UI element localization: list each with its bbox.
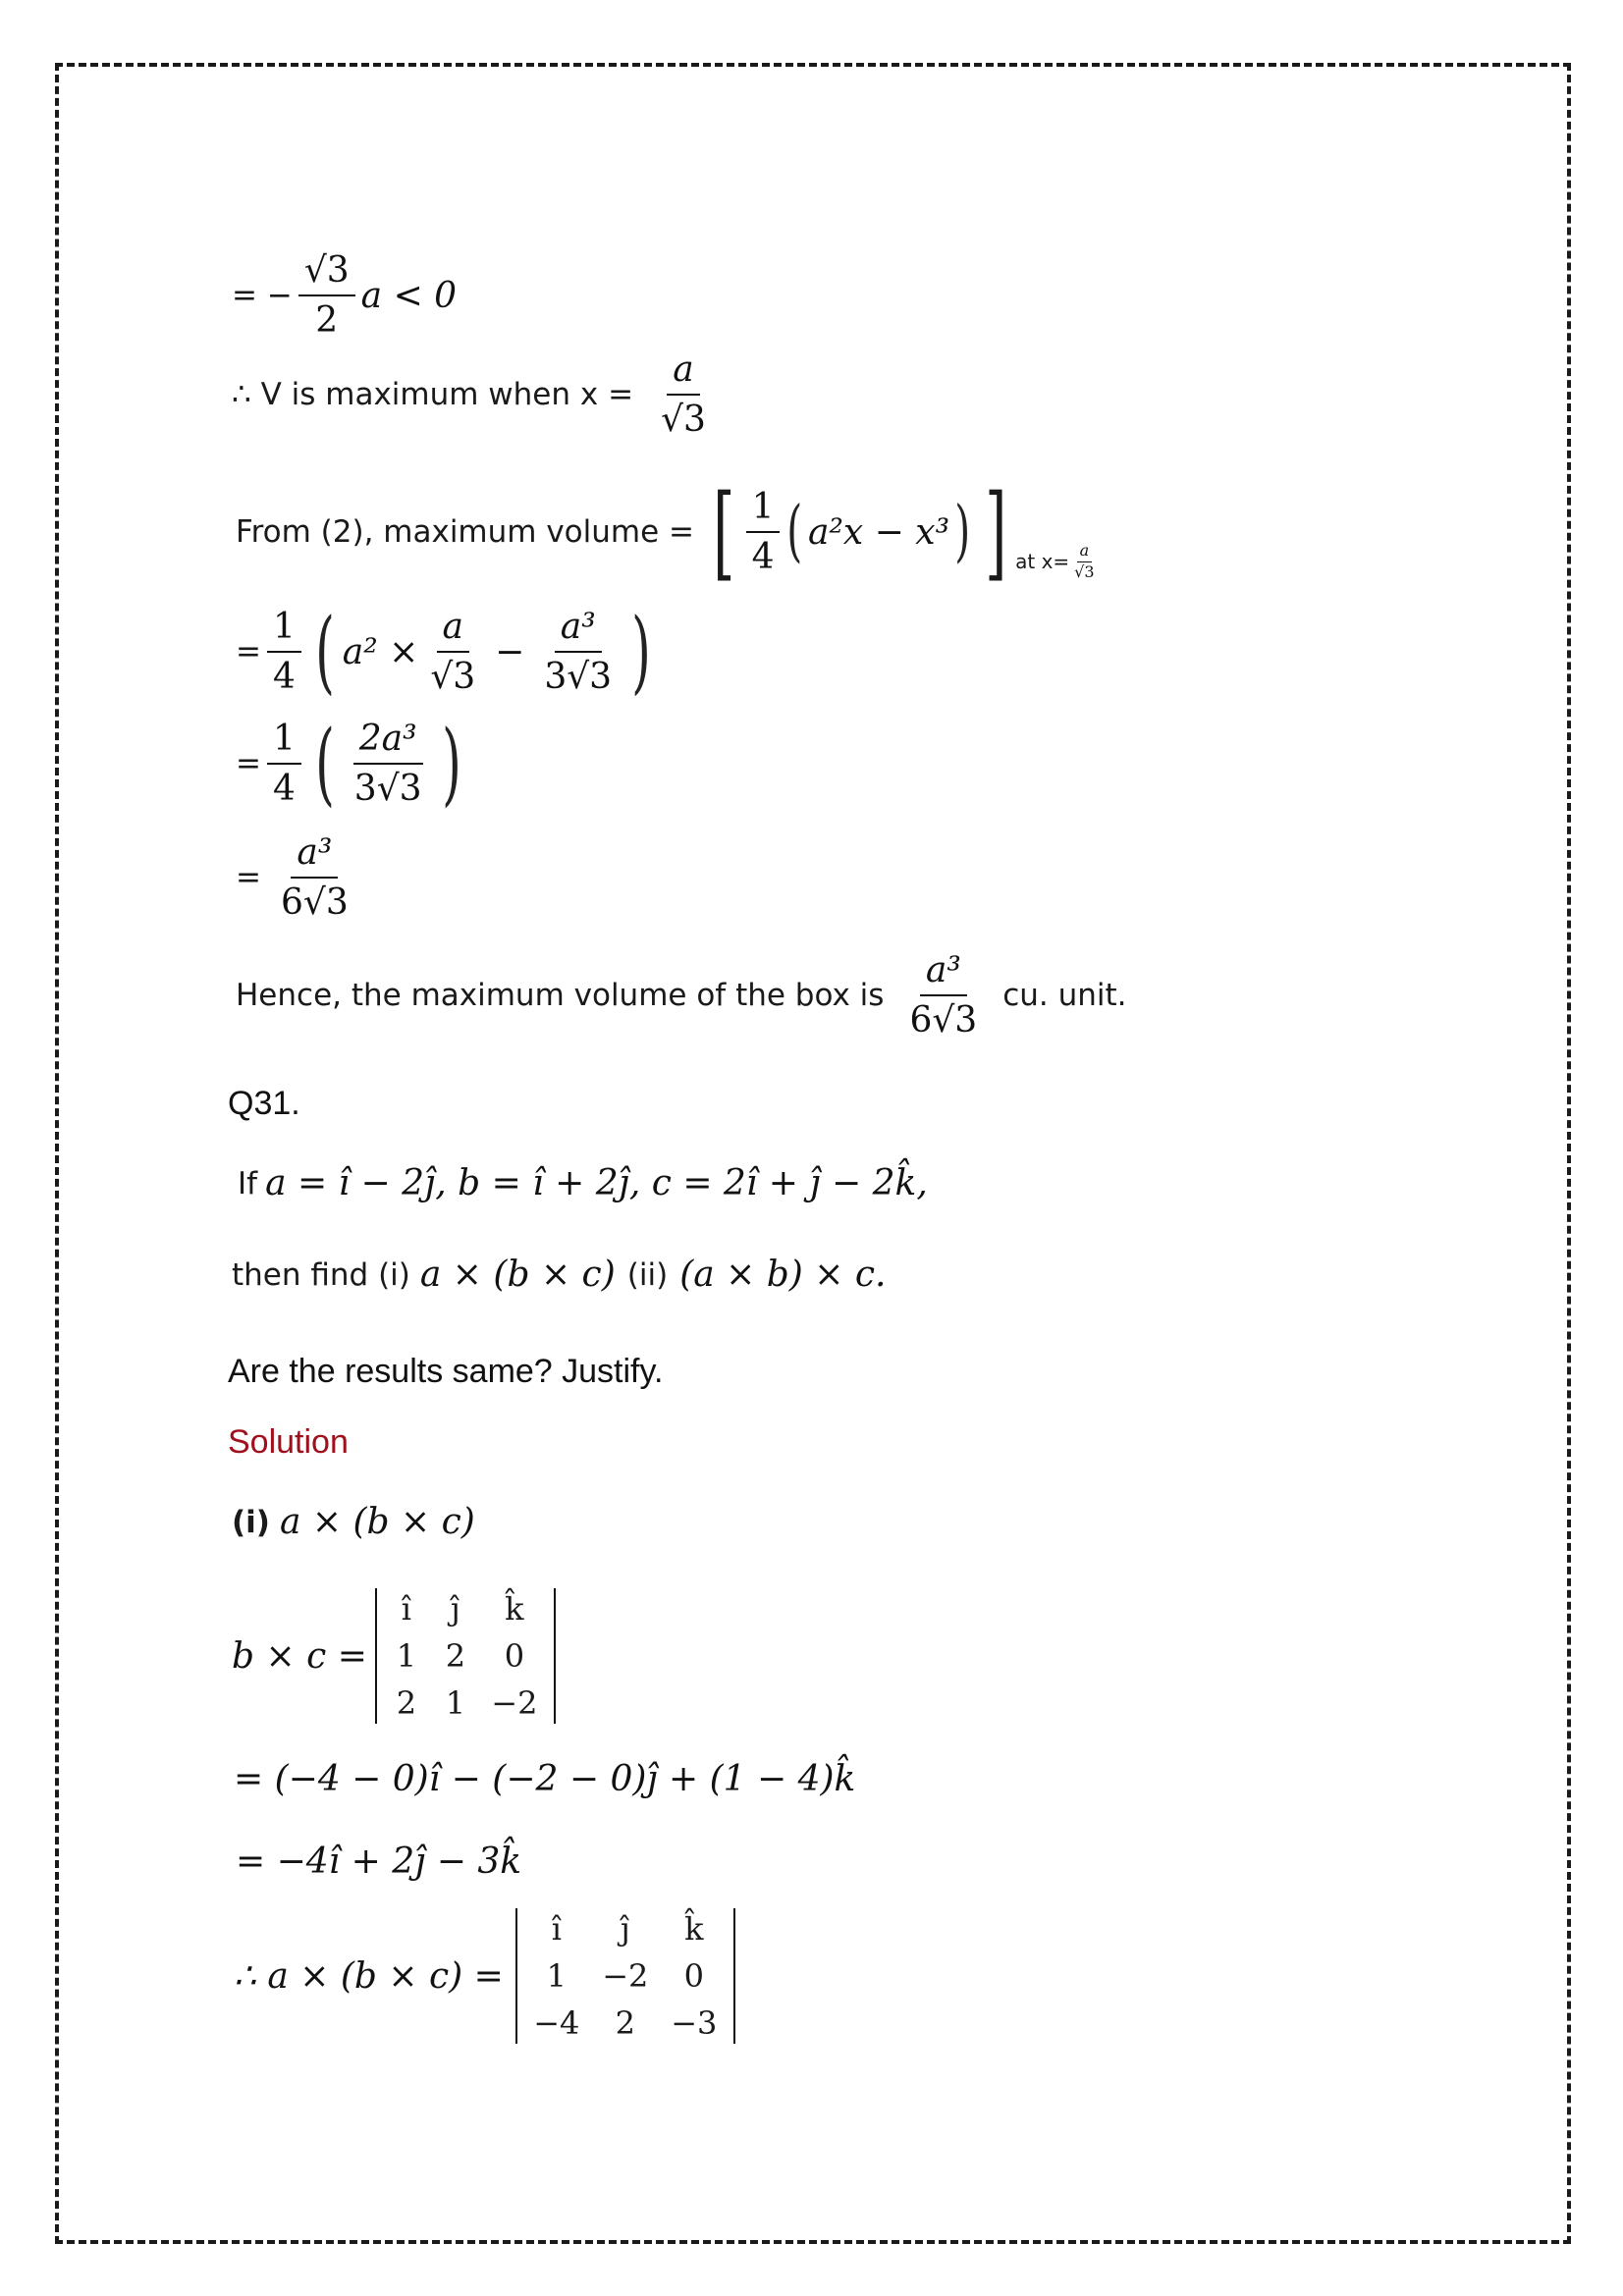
eq-tail: a < 0	[360, 275, 458, 316]
det-cell: −2	[491, 1684, 538, 1722]
expansion-expression: = (−4 − 0)î − (−2 − 0)ĵ + (1 − 4)k̂	[234, 1759, 856, 1799]
term: a² ×	[342, 631, 419, 672]
solution-label: Solution	[228, 1423, 349, 1461]
det-cell: ĵ	[450, 1590, 460, 1628]
eq-line-4	[236, 599, 659, 705]
minus: −	[495, 631, 525, 672]
fraction	[298, 250, 355, 342]
det-cell: î	[551, 1910, 562, 1948]
eq-text: = −	[232, 278, 293, 314]
part-i-expression: a × (b × c)	[279, 1502, 475, 1542]
det-cell: −3	[671, 2004, 718, 2042]
numerator: a³	[555, 607, 602, 653]
question-line-1	[238, 1163, 928, 1203]
result-line	[236, 1842, 521, 1882]
denominator: 4	[272, 769, 296, 810]
question-label: Q31.	[228, 1085, 300, 1122]
expression-i: a × (b × c)	[419, 1255, 616, 1295]
det-cell: 2	[445, 1637, 466, 1675]
determinant-2	[515, 1908, 735, 2044]
det-cell: 1	[396, 1637, 417, 1675]
right-paren: )	[954, 493, 971, 570]
part-i-label: (i)	[232, 1504, 270, 1540]
denominator: 4	[272, 657, 296, 698]
fraction	[746, 487, 781, 578]
denominator: 2	[315, 300, 339, 342]
denominator: 6√3	[280, 882, 349, 924]
denominator: √3	[430, 657, 476, 698]
numerator: 1	[746, 487, 781, 533]
subscript-text: at x=	[1015, 550, 1070, 573]
det-cell: −4	[533, 2004, 580, 2042]
solution-part-i	[232, 1502, 475, 1542]
fraction	[349, 719, 428, 810]
numerator: a	[1077, 542, 1093, 561]
vector-definitions: a = î − 2ĵ, b = î + 2ĵ, c = 2î + ĵ − 2k̂,	[265, 1163, 928, 1203]
denominator: 3√3	[353, 769, 422, 810]
equals: =	[236, 746, 261, 782]
numerator: 2a³	[353, 719, 423, 765]
numerator: a³	[291, 832, 338, 879]
fraction	[275, 832, 354, 924]
left-bracket: [	[713, 472, 735, 592]
left-paren: (	[314, 711, 335, 817]
solution-heading	[228, 1423, 349, 1462]
expression: a²x − x³	[808, 511, 949, 553]
fraction	[424, 607, 481, 698]
det-cell: 0	[683, 1957, 704, 1995]
det-cell: k̂	[684, 1910, 704, 1948]
numerator: 1	[267, 719, 301, 765]
denominator: 3√3	[544, 657, 613, 698]
eq-line-6	[236, 832, 360, 924]
left-paren: (	[786, 493, 803, 570]
numerator: a	[667, 349, 699, 396]
question-number	[228, 1085, 300, 1123]
numerator: a	[437, 607, 469, 653]
statement-text: From (2), maximum volume =	[236, 514, 694, 550]
part-ii-label: (ii)	[626, 1256, 669, 1293]
subscript	[1015, 542, 1099, 581]
denominator: √3	[661, 400, 706, 441]
subscript-fraction	[1071, 542, 1097, 581]
denominator: 4	[751, 537, 775, 577]
numerator: 1	[267, 607, 301, 653]
fraction	[655, 349, 712, 441]
unit-text: cu. unit.	[1002, 978, 1127, 1014]
right-bracket: ]	[984, 472, 1006, 592]
denominator: 6√3	[909, 1000, 978, 1041]
determinant-1	[375, 1588, 556, 1724]
det-cell: 2	[615, 2004, 635, 2042]
final-lhs: ∴ a × (b × c) =	[234, 1955, 504, 1997]
final-determinant-line	[234, 1908, 735, 2044]
expansion-line	[234, 1759, 855, 1799]
fraction	[267, 607, 301, 698]
fraction	[267, 719, 301, 810]
expression-ii: (a × b) × c.	[679, 1255, 887, 1295]
bxc-determinant-line	[232, 1588, 556, 1724]
det-cell: î	[401, 1590, 411, 1628]
find-text: then find (i)	[232, 1256, 410, 1293]
det-cell: 2	[396, 1684, 417, 1722]
det-cell: 0	[504, 1637, 525, 1675]
eq-line-5	[236, 711, 468, 817]
question-text: Are the results same? Justify.	[228, 1353, 664, 1390]
equals: =	[236, 860, 261, 896]
fraction	[903, 950, 983, 1041]
result-expression: = −4î + 2ĵ − 3k̂	[236, 1842, 522, 1882]
det-cell: −2	[602, 1957, 649, 1995]
question-line-3	[228, 1353, 663, 1391]
statement-text: Hence, the maximum volume of the box is	[236, 978, 885, 1014]
question-line-2	[232, 1255, 887, 1295]
bxc-lhs: b × c =	[232, 1635, 367, 1677]
right-paren: )	[631, 599, 651, 705]
numerator: a³	[920, 950, 967, 996]
numerator: √3	[298, 250, 355, 296]
if-text: If	[238, 1165, 258, 1201]
right-paren: )	[441, 711, 461, 817]
eq-line-7	[236, 950, 1127, 1041]
det-cell: ĵ	[620, 1910, 630, 1948]
det-cell: 1	[445, 1684, 466, 1722]
fraction	[538, 607, 618, 698]
det-cell: 1	[546, 1957, 567, 1995]
left-paren: (	[314, 599, 335, 705]
eq-line-2	[232, 349, 718, 441]
statement-text: ∴ V is maximum when x =	[232, 377, 634, 413]
det-cell: k̂	[505, 1590, 524, 1628]
eq-line-1	[232, 250, 457, 342]
eq-line-3	[236, 472, 1100, 592]
denominator: √3	[1074, 561, 1095, 581]
equals: =	[236, 634, 261, 670]
